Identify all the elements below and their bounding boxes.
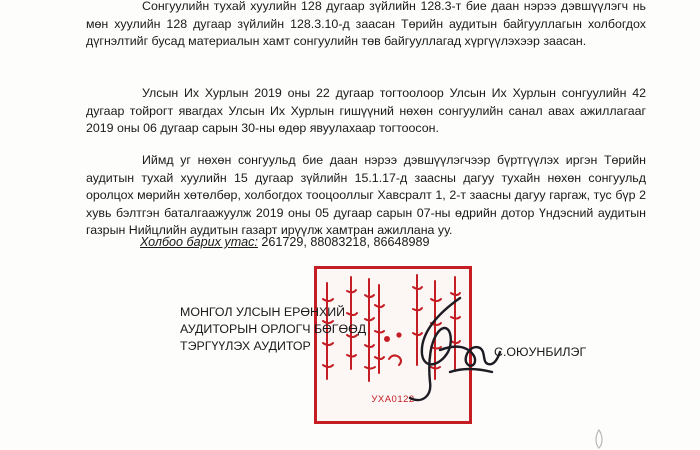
signatory-title-line: МОНГОЛ УЛСЫН ЕРӨНХИЙ — [180, 305, 346, 319]
contact-phones: 261729, 88083218, 86648989 — [261, 235, 430, 249]
signatory-title-line: ТЭРГҮҮЛЭХ АУДИТОР — [180, 339, 311, 353]
signatory-title-line: АУДИТОРЫН ОРЛОГЧ БӨГӨӨД — [180, 322, 367, 336]
paragraph-request: Иймд уг нөхөн сонгуульд бие даан нэрээ дэвшүүлэгчээр бүртгүүлэх иргэн Төрийн аудитын тухай хуулийн 15 дугаар зүйлийн 15.1.17-д заасны дагуу тухайн нөхөн сонгуульд оролцох мөрийн хөтөлбөр, холбогдох тооцооллыг Хавсралт 1, 2-т заасны дагуу гаргаж, тус бүр 2 хувь бэлтгэн баталгаажуулж 2019 оны 05 дугаар сарын 07-ны өдрийн дотор Үндэсний аудитын газрын Нийцлийн аудитын газарт ирүүлж хамтран ажиллана уу. — [86, 153, 646, 238]
paragraph-resolution: Улсын Их Хурлын 2019 оны 22 дугаар тогтоолоор Улсын Их Хурлын сонгуулийн 42 дугаар тойрогт явагдах Улсын Их Хурлын гишүүний нөхөн сонгуулийн санал авах ажиллагааг 2019 оны 06 дугаар сарын 30-ны өдөр явуулахаар тогтоосон. — [86, 86, 646, 136]
stamp-code: УХА0122 — [371, 394, 415, 405]
contact-line — [140, 234, 429, 251]
signatory-title — [180, 304, 366, 355]
corner-mark-icon — [592, 428, 606, 450]
paragraph-legal-basis: Сонгуулийн тухай хуулийн 128 дугаар зүйлийн 128.3-т бие даан нэрээ дэвшүүлэгч нь мөн хуулийн 128 дугаар зүйлийн 128.3.10-д заасан Төрийн аудитын байгууллагын холбогдох дүгнэлтийг бусад материалын хамт сонгуулийн төв байгууллагад хүргүүлэхээр заасан. — [86, 0, 646, 49]
signatory-name: С.ОЮУНБИЛЭГ — [494, 345, 587, 359]
contact-label: Холбоо барих утас: — [140, 235, 258, 249]
